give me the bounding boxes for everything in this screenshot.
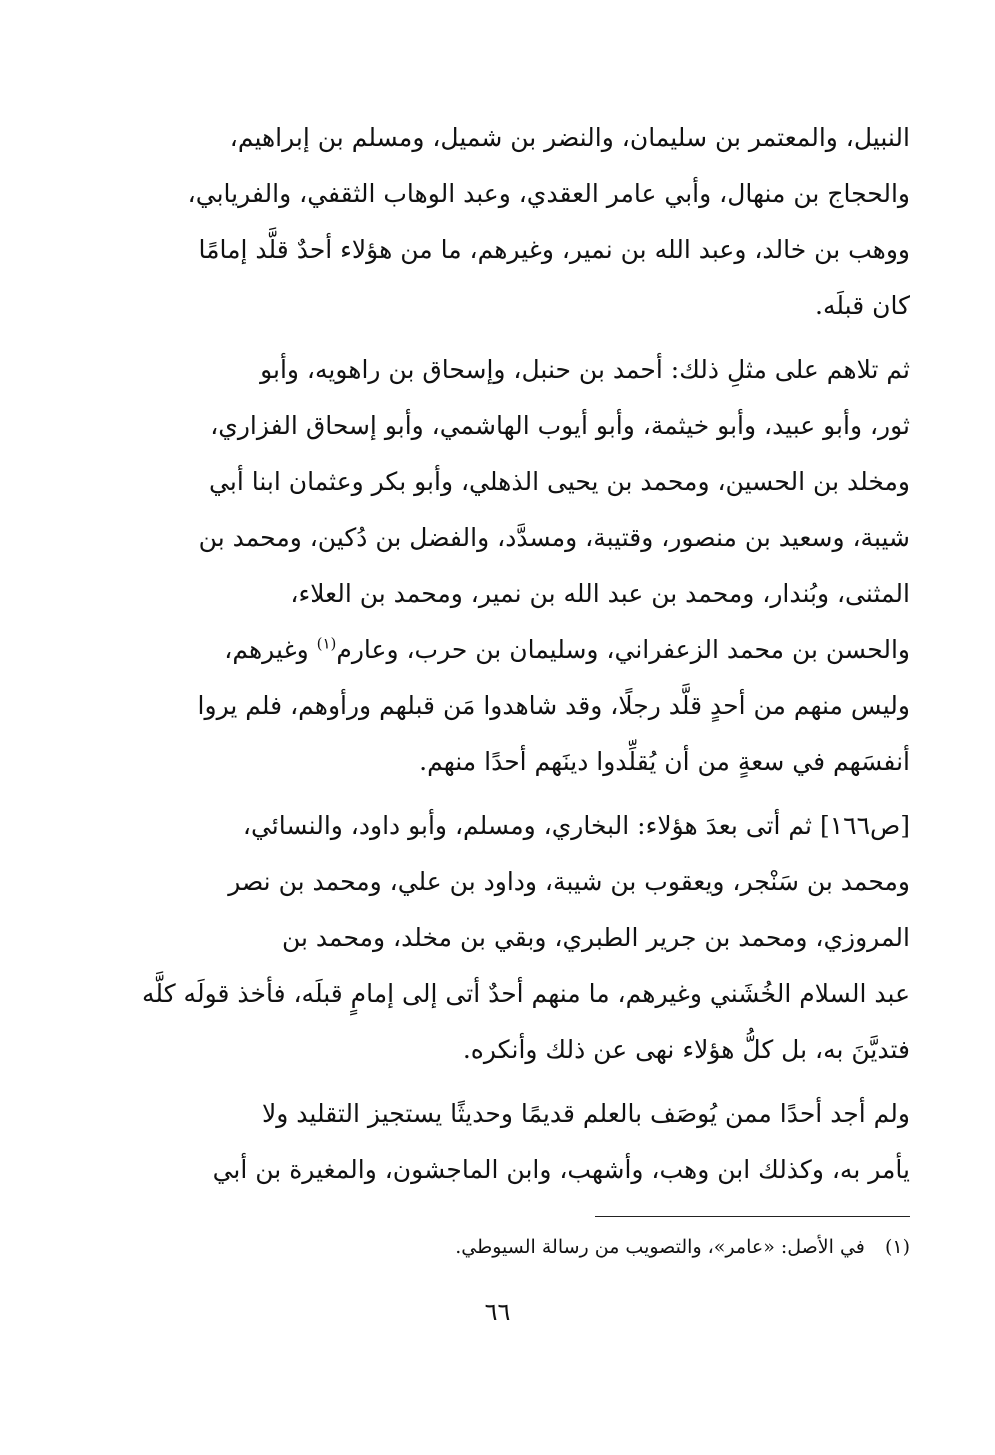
footnote — [210, 1232, 910, 1262]
text-line: أنفسَهم في سعةٍ من أن يُقلِّدوا دينَهم أحدًا منهم. — [419, 747, 910, 776]
page-number: ٦٦ — [484, 1298, 511, 1326]
text-line: ثم تلاهم على مثلِ ذلك: أحمد بن حنبل، وإسحاق بن راهويه، وأبو — [260, 355, 910, 384]
paragraph-1 — [128, 110, 910, 334]
text-line: ومحمد بن سَنْجر، ويعقوب بن شيبة، وداود بن علي، ومحمد بن نصر — [228, 867, 910, 896]
text-line: يأمر به، وكذلك ابن وهب، وأشهب، وابن الماجشون، والمغيرة بن أبي — [212, 1155, 910, 1184]
text-line: ولم أجد أحدًا ممن يُوصَف بالعلم قديمًا وحديثًا يستجيز التقليد ولا — [262, 1099, 910, 1128]
paragraph-4 — [128, 1086, 910, 1198]
main-text — [128, 110, 910, 1206]
text-line: النبيل، والمعتمر بن سليمان، والنضر بن شميل، ومسلم بن إبراهيم، — [229, 123, 910, 152]
text-line: كان قبلَه. — [815, 291, 910, 320]
text-line: ومخلد بن الحسين، ومحمد بن يحيى الذهلي، وأبو بكر وعثمان ابنا أبي — [209, 467, 910, 496]
text-line: فتديَّنَ به، بل كلُّ هؤلاء نهى عن ذلك وأنكره. — [462, 1035, 910, 1064]
text-line: [ص١٦٦] ثم أتى بعدَ هؤلاء: البخاري، ومسلم، وأبو داود، والنسائي، — [242, 811, 910, 840]
text-line: المروزي، ومحمد بن جرير الطبري، وبقي بن مخلد، ومحمد بن — [282, 923, 910, 952]
line-text-after-ref: وغيرهم، — [224, 635, 317, 664]
footnote-text: في الأصل: «عامر»، والتصويب من رسالة السيوطي. — [455, 1236, 865, 1258]
footnote-divider — [595, 1216, 910, 1217]
paragraph-3 — [128, 798, 910, 1078]
line-text: والحسن بن محمد الزعفراني، وسليمان بن حرب، وعارم — [336, 635, 910, 664]
text-line: عبد السلام الخُشَني وغيرهم، ما منهم أحدٌ أتى إلى إمامٍ قبلَه، فأخذ قولَه كلَّه — [142, 979, 910, 1008]
footnote-marker: (١) — [884, 1236, 910, 1258]
text-line: ووهب بن خالد، وعبد الله بن نمير، وغيرهم، ما من هؤلاء أحدٌ قلَّد إمامًا — [198, 235, 910, 264]
footnote-reference[interactable]: (١) — [316, 634, 337, 653]
text-line: شيبة، وسعيد بن منصور، وقتيبة، ومسدَّد، والفضل بن دُكين، ومحمد بن — [198, 523, 910, 552]
text-line: والحجاج بن منهال، وأبي عامر العقدي، وعبد الوهاب الثقفي، والفريابي، — [187, 179, 910, 208]
text-line-with-footnote-ref — [128, 622, 910, 678]
text-line: ثور، وأبو عبيد، وأبو خيثمة، وأبو أيوب الهاشمي، وأبو إسحاق الفزاري، — [210, 411, 910, 440]
text-line: وليس منهم من أحدٍ قلَّد رجلًا، وقد شاهدوا مَن قبلهم ورأوهم، فلم يروا — [197, 691, 910, 720]
paragraph-2 — [128, 342, 910, 790]
text-line: المثنى، وبُندار، ومحمد بن عبد الله بن نمير، ومحمد بن العلاء، — [290, 579, 910, 608]
